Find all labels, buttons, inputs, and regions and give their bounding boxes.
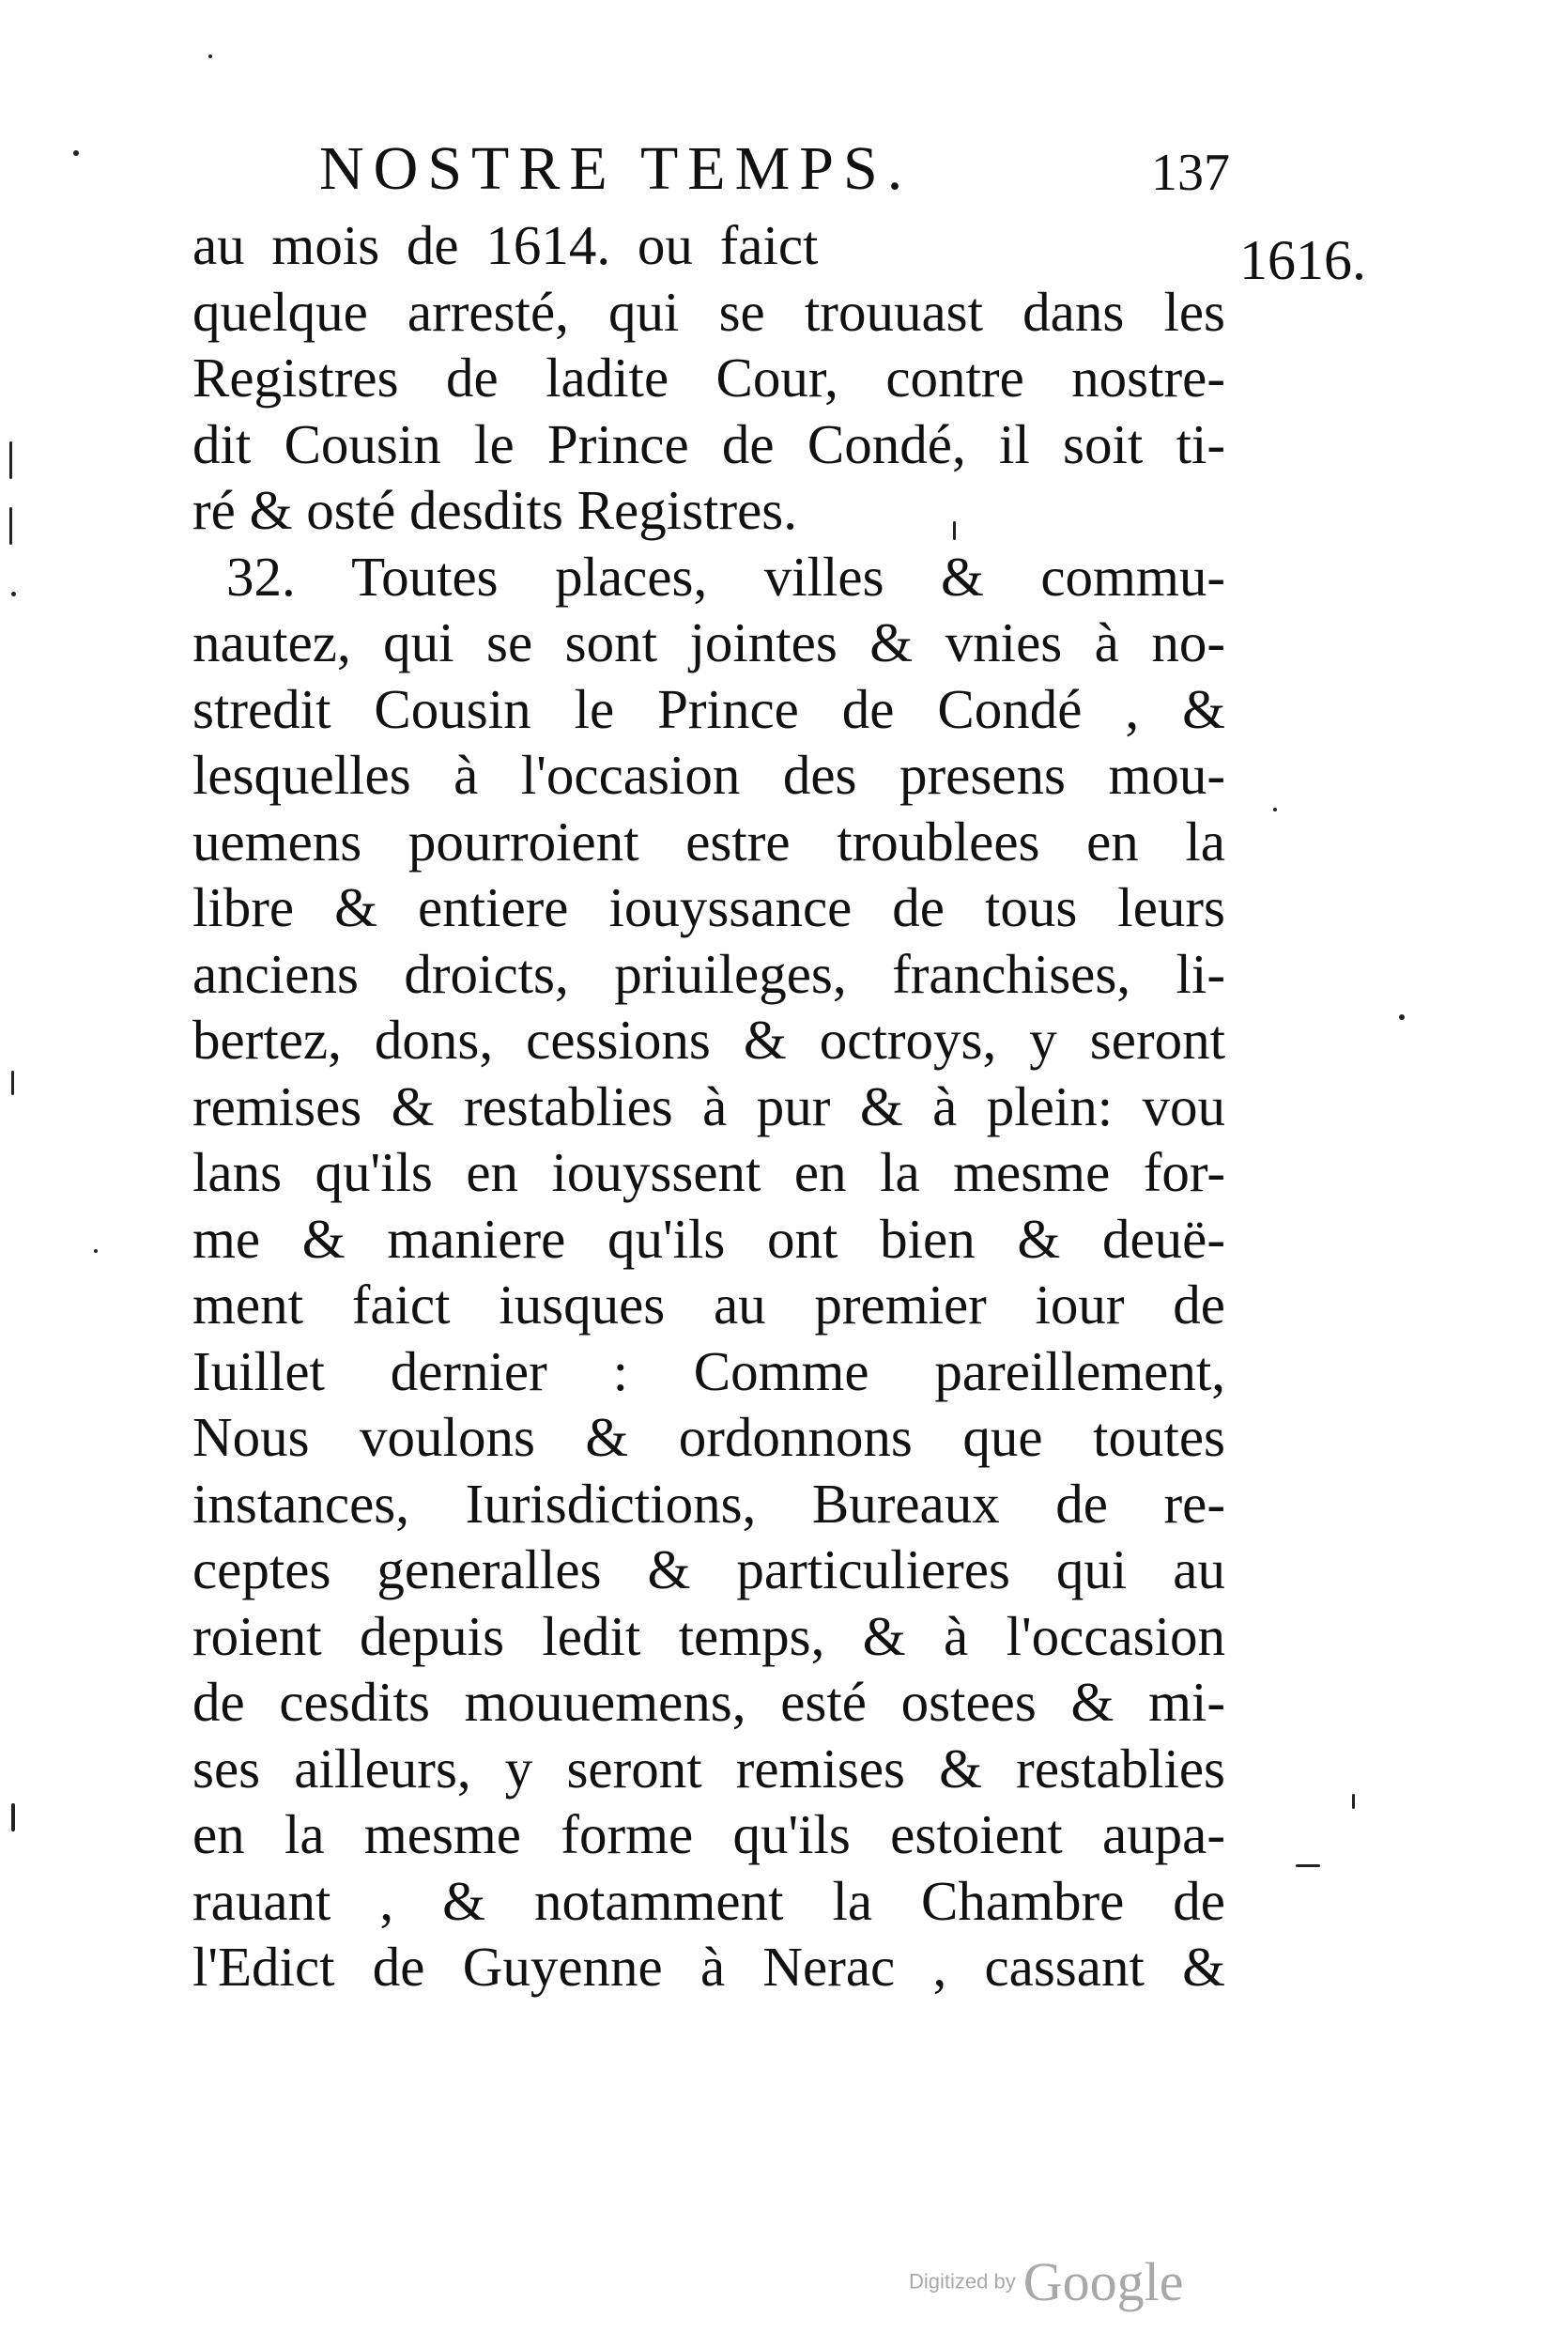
- body-text: [192, 212, 1225, 2000]
- text-line: de cesdits mouuemens, esté ostees & mi-: [192, 1671, 1225, 1733]
- text-line: anciens droicts, priuileges, franchises, li-: [192, 942, 1225, 1005]
- scan-speck: [953, 521, 956, 540]
- page-number: 137: [1151, 144, 1230, 202]
- running-title: NOSTRE TEMPS.: [319, 134, 913, 203]
- text-line: me & maniere qu'ils ont bien & deuë-: [192, 1207, 1225, 1270]
- text-line: au mois de 1614. ou faict: [192, 214, 819, 276]
- running-head: [319, 131, 1249, 207]
- scan-speck: [73, 150, 79, 156]
- text-line: bertez, dons, cessions & octroys, y seront: [192, 1009, 1225, 1071]
- text-line: ment faict iusques au premier iour de: [192, 1274, 1225, 1336]
- google-logo: Google: [1022, 2251, 1184, 2312]
- text-line: en la mesme forme qu'ils estoient aupa-: [192, 1803, 1225, 1865]
- text-line: ré & osté desdits Registres.: [192, 479, 797, 541]
- scan-speck: [208, 54, 212, 58]
- scan-speck: [1352, 1794, 1355, 1809]
- text-line: lans qu'ils en iouyssent en la mesme for-: [192, 1141, 1225, 1203]
- text-line: quelque arresté, qui se trouuast dans les: [192, 280, 1225, 343]
- scan-speck: [94, 1249, 98, 1253]
- text-line: roient depuis ledit temps, & à l'occasion: [192, 1604, 1225, 1667]
- text-line: remises & restablies à pur & à plein: vou: [192, 1074, 1225, 1137]
- text-line: stredit Cousin le Prince de Condé , &: [192, 677, 1225, 740]
- scan-speck: [11, 1071, 14, 1095]
- scan-speck: [9, 441, 12, 479]
- text-line: l'Edict de Guyenne à Nerac , cassant &: [192, 1936, 1225, 1998]
- text-line: Nous voulons & ordonnons que toutes: [192, 1406, 1225, 1468]
- text-line: ses ailleurs, y seront remises & restablies: [192, 1737, 1225, 1800]
- text-line: lesquelles à l'occasion des presens mou-: [192, 744, 1225, 806]
- digitized-by-watermark: [909, 2250, 1184, 2312]
- text-line: nautez, qui se sont jointes & vnies à no-: [192, 611, 1225, 673]
- text-line: 32. Toutes places, villes & commu-: [226, 545, 1225, 608]
- digitized-by-label: Digitized by: [909, 2269, 1016, 2294]
- text-line: rauant , & notamment la Chambre de: [192, 1869, 1225, 1932]
- scan-speck: [11, 1803, 15, 1831]
- text-line: libre & entiere iouyssance de tous leurs: [192, 876, 1225, 938]
- text-line: instances, Iurisdictions, Bureaux de re-: [192, 1472, 1225, 1535]
- text-line: ceptes generalles & particulieres qui au: [192, 1538, 1225, 1600]
- text-line: uemens pourroient estre troublees en la: [192, 810, 1225, 873]
- scan-speck: [1273, 808, 1277, 811]
- text-line: dit Cousin le Prince de Condé, il soit ti-: [192, 412, 1225, 475]
- text-line: Registres de ladite Cour, contre nostre-: [192, 347, 1225, 409]
- scan-speck: [11, 592, 16, 596]
- scan-speck: [9, 507, 12, 545]
- scan-speck: [1296, 1864, 1320, 1867]
- text-line: Iuillet dernier : Comme pareillement,: [192, 1339, 1225, 1402]
- margin-note-year: 1616.: [1239, 229, 1366, 291]
- scan-speck: [1399, 1014, 1405, 1020]
